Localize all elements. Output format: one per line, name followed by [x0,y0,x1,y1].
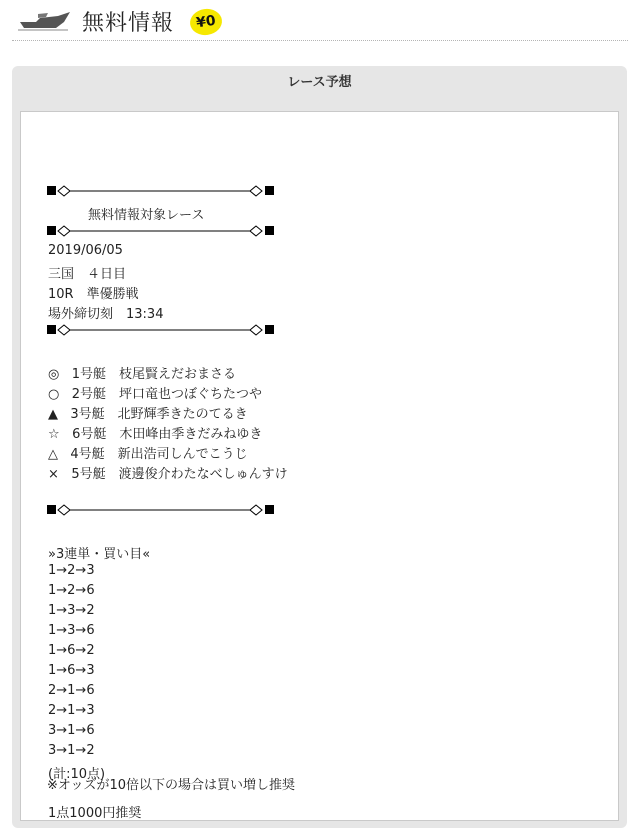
bet-combination: 3→1→2 [48,743,95,758]
prediction-text: 2号艇 坪口竜也つぼぐちたつや [71,387,263,402]
prediction-item [48,363,236,382]
prediction-mark: ○ [48,387,60,402]
bet-combination: 1→3→6 [48,623,95,638]
stake-recommendation: 1点1000円推奨 [48,806,142,821]
bet-combination: 1→3→2 [48,603,95,618]
bet-combination: 1→6→3 [48,663,95,678]
prediction-item [48,403,248,422]
bet-combination: 1→2→6 [48,583,95,598]
free-badge: ¥0 [188,7,223,37]
prediction-text: 6号艇 木田峰由季きだみねゆき [72,427,263,442]
odds-note: ※オッズが10倍以下の場合は買い増し推奨 [47,778,296,793]
deadline: 場外締切刻 13:34 [48,307,164,322]
boat-icon [18,8,74,32]
prediction-text: 1号艇 枝尾賢えだおまさる [71,367,237,382]
divider [46,503,276,517]
bet-combination: 1→2→3 [48,563,95,578]
divider [46,224,276,238]
panel-body [20,111,619,821]
bet-combination: 2→1→6 [48,683,95,698]
prediction-item [48,423,262,442]
prediction-text: 3号艇 北野輝季きたのてるき [70,407,248,422]
page-header [12,0,628,41]
section-label: 無料情報対象レース [88,208,205,223]
prediction-mark: ◎ [48,367,60,382]
bet-combination: 3→1→6 [48,723,95,738]
bet-combination: 2→1→3 [48,703,95,718]
race-name: 10R 準優勝戦 [48,287,139,302]
bet-title: »3連単・買い目« [48,547,151,562]
prediction-text: 4号艇 新出浩司しんでこうじ [70,447,248,462]
race-prediction-panel [12,66,627,828]
bet-combination: 1→6→2 [48,643,95,658]
prediction-mark: × [48,467,59,482]
prediction-item [48,463,288,482]
page-title: 無料情報 [82,11,175,36]
prediction-text: 5号艇 渡邊俊介わたなべしゅんすけ [71,467,288,482]
divider [46,323,276,337]
race-date: 2019/06/05 [48,243,123,258]
prediction-mark: △ [48,447,58,462]
prediction-mark: ▲ [48,407,58,422]
bet-total: (計:10点) [48,767,106,782]
panel-title: レース予想 [287,75,352,90]
prediction-item [48,383,262,402]
prediction-item [48,443,248,462]
prediction-mark: ☆ [48,427,60,442]
divider [46,184,276,198]
venue-day: 三国 ４日目 [48,267,127,282]
